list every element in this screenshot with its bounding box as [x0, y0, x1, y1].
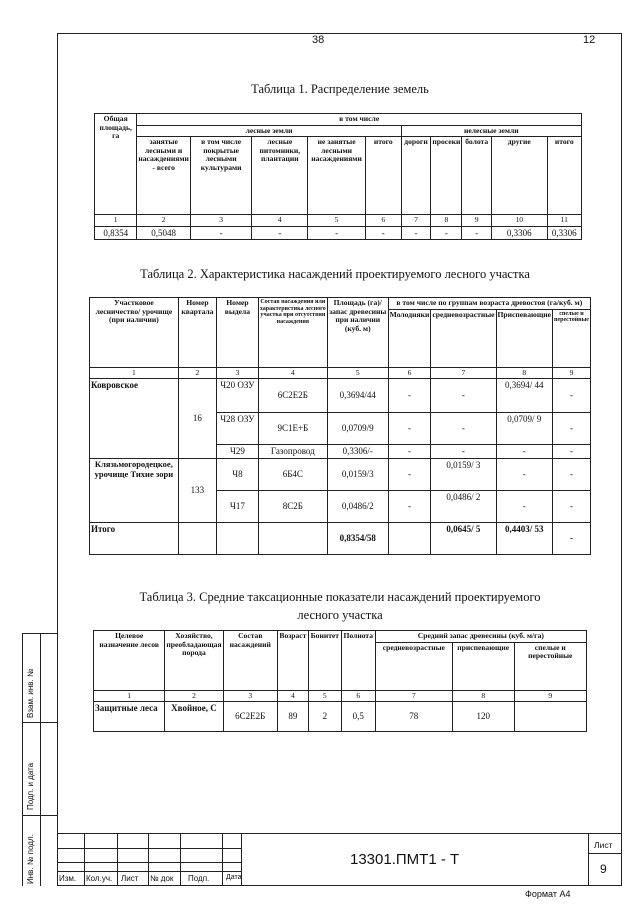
table3-header-stock: Средний запас древесины (куб. м/га) [375, 631, 586, 643]
table1-header-total: Общая площадь, га [95, 114, 137, 215]
table1-cell: - [252, 226, 308, 239]
table2-mature: - [552, 445, 590, 459]
table3-cell-sostav: 6С2Е2Б [223, 702, 277, 732]
table2-sostav: Газопровод [258, 445, 327, 459]
table2-header-vydel: Номер выдела [217, 298, 259, 368]
table1-cell: - [308, 226, 366, 239]
table2-lesnichestvo: Ковровское [90, 379, 179, 459]
stamp-col-podp: Подп. [188, 874, 210, 883]
stamp-top-line [57, 833, 622, 834]
table1-cell: - [431, 226, 462, 239]
table2-colnum: 5 [327, 367, 388, 379]
table2-header-area: Площадь (га)/запас древесины при наличии (куб. м) [327, 298, 388, 368]
side-strip-inner-line [40, 633, 41, 886]
table3-colnum: 3 [223, 690, 277, 702]
table2-total-middle: 0,0645/ 5 [431, 523, 496, 555]
table1-header-incl: в том числе [137, 114, 582, 126]
table3-header-middle: средневозрастные [375, 642, 452, 690]
table3-colnum: 2 [165, 690, 223, 702]
table3-cell-polnota: 0,5 [341, 702, 375, 732]
table1 [94, 113, 582, 240]
table3-colnum: 6 [341, 690, 375, 702]
table2-area: 0,0159/3 [327, 459, 388, 491]
stamp-col-line [84, 833, 85, 886]
table2-sostav: 6Б4С [258, 459, 327, 491]
table2-header-groups: в том числе по группам возраста древостоя (га/куб. м) [388, 298, 590, 310]
table1-col-header: занятые лесными и насаждениями - всего [137, 137, 191, 215]
table3-header-age: Возраст [277, 631, 308, 691]
table2-colnum: 7 [431, 367, 496, 379]
stamp-sheet-line [588, 853, 622, 854]
table3-caption-line1: Таблица 3. Средние таксационные показатели насаждений проектируемого [139, 590, 541, 604]
stamp-col-line [588, 833, 589, 886]
table2-middle: - [431, 379, 496, 413]
side-strip-divider [22, 815, 58, 816]
table2-middle: - [431, 413, 496, 445]
table2-header-mature: спелые и перестойные [552, 309, 590, 367]
side-strip-outer-line [22, 633, 23, 886]
table2-area: 0,3306/- [327, 445, 388, 459]
stamp-col-list: Лист [121, 874, 139, 883]
table1-cell: - [462, 226, 492, 239]
table1-caption: Таблица 1. Распределение земель [251, 82, 429, 96]
table3-cell-species: Хвойное, С [165, 702, 223, 732]
table2-young: - [388, 459, 431, 491]
table3-header-mature: спелые и перестойные [514, 642, 587, 690]
table2-colnum: 8 [496, 367, 552, 379]
table3-caption [100, 588, 580, 624]
table2-header-sostav: Состав насаждения или характеристика лесного участка при отсутствии насаждения [258, 298, 327, 368]
table3-cell-bonitet: 2 [308, 702, 341, 732]
table1-colnum: 4 [252, 215, 308, 227]
table2-mature: - [552, 491, 590, 523]
table1-cell: - [190, 226, 251, 239]
stamp-col-line [222, 833, 223, 886]
table1-cell: 0,3306 [547, 226, 581, 239]
table2-total-maturing: 0,4403/ 53 [496, 523, 552, 555]
table3-header-maturing: приспевающие [452, 642, 514, 690]
table2-header-young: Молодняки [388, 309, 431, 367]
table3-cell-middle: 78 [375, 702, 452, 732]
table3-caption-line2: лесного участка [297, 608, 383, 622]
table2-vydel: Ч20 ОЗУ [217, 379, 259, 413]
table3-header-polnota: Полнота [341, 631, 375, 691]
table2-area: 0,3694/44 [327, 379, 388, 413]
table3-cell-mature [514, 702, 587, 732]
table1-col-header: просеки [431, 137, 462, 215]
table1-cell: 0,3306 [492, 226, 548, 239]
table2-header-lesnichestvo: Участковое лесничество/ урочище (при наличии) [90, 298, 179, 368]
table2-header-middle: средневозрастные [431, 309, 496, 367]
table2-middle: 0,0159/ 3 [431, 459, 496, 491]
stamp-col-kolvo: Кол.уч. [86, 874, 113, 883]
table2-colnum: 2 [178, 367, 216, 379]
table2-colnum: 9 [552, 367, 590, 379]
table1-cell: - [401, 226, 431, 239]
stamp-col-doc: № док [150, 874, 174, 883]
table2-kvartal: 16 [178, 379, 216, 459]
stamp-col-line [180, 833, 181, 886]
table2-maturing: 0,0709/ 9 [496, 413, 552, 445]
table1-col-header: в том числе покрытые лесными культурами [190, 137, 251, 215]
document-code: 13301.ПМТ1 - Т [350, 851, 460, 868]
table2-vydel: Ч29 [217, 445, 259, 459]
table1-colnum: 8 [431, 215, 462, 227]
table2-total-area: 0,8354/58 [327, 523, 388, 555]
format-label: Формат А4 [525, 889, 571, 899]
table2-empty-cell [178, 523, 216, 555]
table2-kvartal: 133 [178, 459, 216, 523]
table1-cell: 0,5048 [137, 226, 191, 239]
stamp-col-line [148, 833, 149, 886]
table3-header-sostav: Состав насаждений [223, 631, 277, 691]
table1-colnum: 9 [462, 215, 492, 227]
table2-sostav: 9С1Е+Б [258, 413, 327, 445]
table2-total-label: Итого [90, 523, 179, 555]
table1-col-header: итого [365, 137, 401, 215]
table1-colnum: 6 [365, 215, 401, 227]
table3-cell-age: 89 [277, 702, 308, 732]
table2-lesnichestvo: Клязьмогородецкое, урочище Тихие зори [90, 459, 179, 523]
table1-colnum: 10 [492, 215, 548, 227]
table3-header-species: Хозяйство, преобладающая порода [165, 631, 223, 691]
table2-empty-cell [258, 523, 327, 555]
side-strip-divider [22, 722, 58, 723]
table2-vydel: Ч28 ОЗУ [217, 413, 259, 445]
table2-colnum: 1 [90, 367, 179, 379]
stamp-col-data: Дата [226, 874, 242, 881]
table1-colnum: 3 [190, 215, 251, 227]
table2-sostav: 6С2Е2Б [258, 379, 327, 413]
table1-col-header: болота [462, 137, 492, 215]
page-number-left: 38 [312, 34, 325, 46]
table3-colnum: 4 [277, 690, 308, 702]
table2-mature: - [552, 379, 590, 413]
table2-empty-cell [388, 523, 431, 555]
table2-maturing: - [496, 459, 552, 491]
table2-total-mature: - [552, 523, 590, 555]
table2-maturing: - [496, 491, 552, 523]
table1-col-header: не занятые лесными насаждениями [308, 137, 366, 215]
table3-cell-maturing: 120 [452, 702, 514, 732]
table1-colnum: 1 [95, 215, 137, 227]
page-number-right: 12 [583, 34, 596, 46]
table2-vydel: Ч17 [217, 491, 259, 523]
table3 [93, 630, 587, 732]
table1-cell: - [365, 226, 401, 239]
table2-mature: - [552, 459, 590, 491]
table2-sostav: 8С2Б [258, 491, 327, 523]
table2-vydel: Ч8 [217, 459, 259, 491]
table2-maturing: 0,3694/ 44 [496, 379, 552, 413]
sheet-number: 9 [600, 862, 607, 876]
sheet-label: Лист [594, 840, 613, 850]
table2-mature: - [552, 413, 590, 445]
table2-colnum: 4 [258, 367, 327, 379]
table1-col-header: лесные питомники, плантации [252, 137, 308, 215]
table3-colnum: 8 [452, 690, 514, 702]
table1-colnum: 7 [401, 215, 431, 227]
table2-area: 0,0709/9 [327, 413, 388, 445]
table1-col-header: итого [547, 137, 581, 215]
table3-cell-purpose: Защитные леса [94, 702, 165, 732]
table2-header-maturing: Приспевающие [496, 309, 552, 367]
table2-colnum: 3 [217, 367, 259, 379]
side-label-podp: Подп. и дата [26, 762, 35, 810]
table2-caption: Таблица 2. Характеристика насаждений проектируемого лесного участка [140, 267, 530, 281]
table1-col-header: другие [492, 137, 548, 215]
table1-colnum: 2 [137, 215, 191, 227]
table2-young: - [388, 379, 431, 413]
table1-col-header: дороги [401, 137, 431, 215]
table2 [89, 297, 591, 555]
table3-header-bonitet: Бонитет [308, 631, 341, 691]
table1-cell: 0,8354 [95, 226, 137, 239]
stamp-col-line [117, 833, 118, 886]
table1-colnum: 5 [308, 215, 366, 227]
table2-empty-cell [217, 523, 259, 555]
side-label-vzam: Взам. инв. № [26, 668, 35, 718]
table2-middle: 0,0486/ 2 [431, 491, 496, 523]
side-label-inv: Инв. № подл. [26, 834, 35, 884]
table2-young: - [388, 413, 431, 445]
table2-colnum: 6 [388, 367, 431, 379]
table2-young: - [388, 491, 431, 523]
table2-young: - [388, 445, 431, 459]
table2-middle: - [431, 445, 496, 459]
table2-header-kvartal: Номер квартала [178, 298, 216, 368]
stamp-col-izm: Изм. [59, 874, 77, 883]
table2-area: 0,0486/2 [327, 491, 388, 523]
table1-header-forest: лесные земли [137, 125, 401, 137]
table3-colnum: 9 [514, 690, 587, 702]
table3-colnum: 1 [94, 690, 165, 702]
table2-maturing: - [496, 445, 552, 459]
table1-colnum: 11 [547, 215, 581, 227]
table3-header-purpose: Целевое назначение лесов [94, 631, 165, 691]
table3-colnum: 5 [308, 690, 341, 702]
table3-colnum: 7 [375, 690, 452, 702]
table1-header-nonforest: нелесные земли [401, 125, 581, 137]
side-strip-divider [22, 633, 58, 634]
